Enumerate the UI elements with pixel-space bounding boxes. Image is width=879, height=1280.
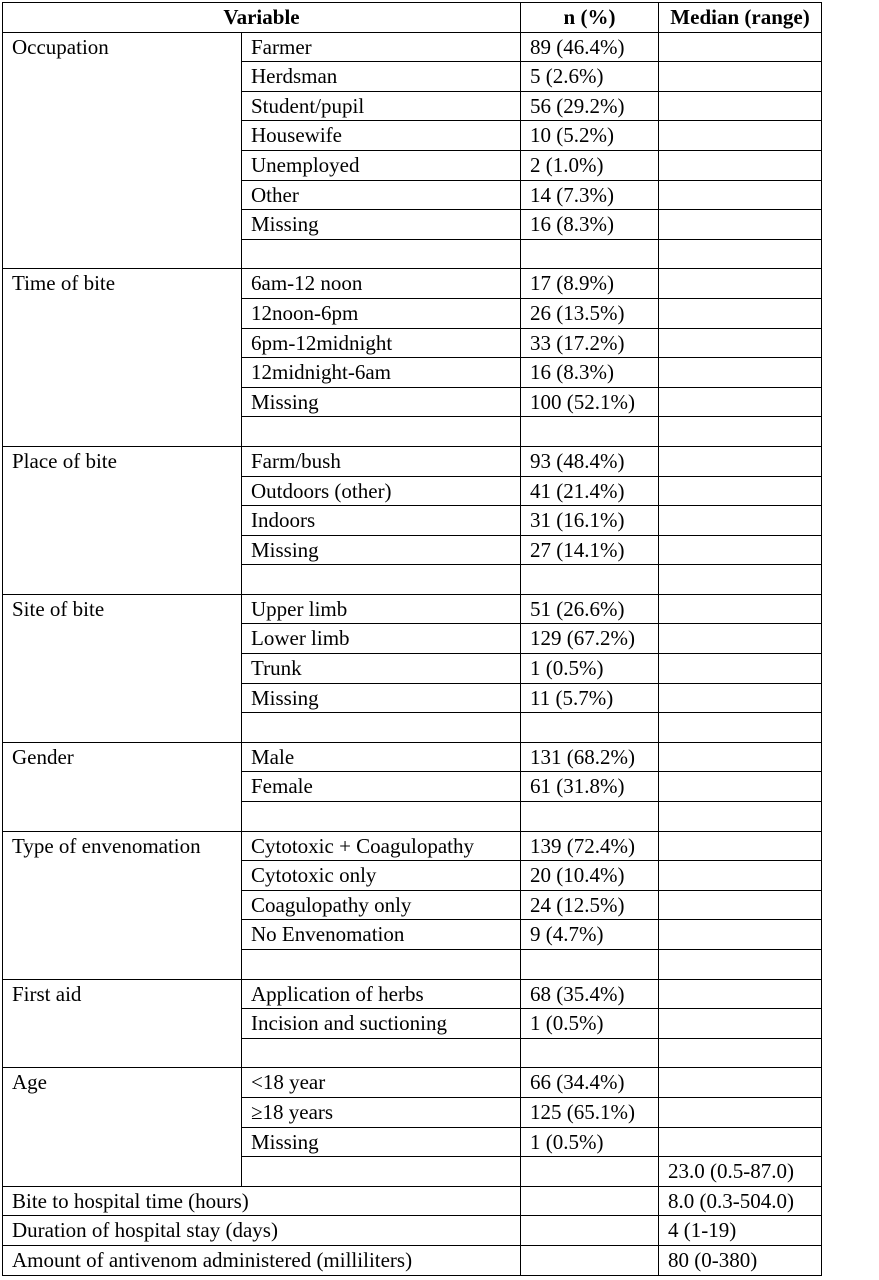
- category-cell: ≥18 years: [242, 1097, 521, 1127]
- table-row: [3, 1068, 822, 1098]
- median-range-cell: [659, 387, 822, 417]
- n-percent-cell: 1 (0.5%): [521, 1127, 659, 1157]
- n-percent-cell: 56 (29.2%): [521, 91, 659, 121]
- median-range-cell: 4 (1-19): [659, 1216, 822, 1246]
- category-cell: Missing: [242, 387, 521, 417]
- header-n: n (%): [521, 3, 659, 33]
- median-range-cell: [659, 32, 822, 62]
- median-range-cell: [659, 476, 822, 506]
- median-range-cell: [659, 979, 822, 1009]
- n-percent-cell: 93 (48.4%): [521, 446, 659, 476]
- category-cell: Male: [242, 742, 521, 772]
- median-range-cell: [659, 831, 822, 861]
- header-row: [3, 3, 822, 33]
- median-range-cell: [659, 624, 822, 654]
- median-range-cell: [659, 446, 822, 476]
- category-cell: [242, 1157, 521, 1187]
- category-cell: [242, 713, 521, 743]
- group-name-cell: Type of envenomation: [3, 831, 242, 979]
- header-variable: Variable: [3, 3, 521, 33]
- group-name-cell: Gender: [3, 742, 242, 831]
- category-cell: Missing: [242, 1127, 521, 1157]
- n-percent-cell: 1 (0.5%): [521, 654, 659, 684]
- n-percent-cell: 131 (68.2%): [521, 742, 659, 772]
- median-range-cell: [659, 180, 822, 210]
- median-range-cell: [659, 802, 822, 832]
- summary-label-cell: Amount of antivenom administered (milliliters): [3, 1245, 521, 1275]
- category-cell: Female: [242, 772, 521, 802]
- category-cell: [242, 239, 521, 269]
- median-range-cell: [659, 565, 822, 595]
- n-percent-cell: 5 (2.6%): [521, 62, 659, 92]
- category-cell: Missing: [242, 683, 521, 713]
- n-percent-cell: 139 (72.4%): [521, 831, 659, 861]
- median-range-cell: [659, 861, 822, 891]
- table-body: [3, 32, 822, 1275]
- group-name-cell: Place of bite: [3, 446, 242, 594]
- median-range-cell: [659, 1009, 822, 1039]
- median-range-cell: [659, 269, 822, 299]
- category-cell: Outdoors (other): [242, 476, 521, 506]
- category-cell: 6pm-12midnight: [242, 328, 521, 358]
- category-cell: [242, 802, 521, 832]
- category-cell: <18 year: [242, 1068, 521, 1098]
- category-cell: [242, 1038, 521, 1068]
- category-cell: Missing: [242, 535, 521, 565]
- median-range-cell: [659, 121, 822, 151]
- n-percent-cell: 33 (17.2%): [521, 328, 659, 358]
- summary-row: [3, 1186, 822, 1216]
- median-range-cell: [659, 1038, 822, 1068]
- category-cell: Coagulopathy only: [242, 890, 521, 920]
- category-cell: 6am-12 noon: [242, 269, 521, 299]
- category-cell: Upper limb: [242, 594, 521, 624]
- n-percent-cell: 16 (8.3%): [521, 210, 659, 240]
- median-range-cell: [659, 298, 822, 328]
- median-range-cell: [659, 1097, 822, 1127]
- table-row: [3, 594, 822, 624]
- median-range-cell: [659, 150, 822, 180]
- category-cell: Student/pupil: [242, 91, 521, 121]
- group-name-cell: Occupation: [3, 32, 242, 269]
- summary-label-cell: Duration of hospital stay (days): [3, 1216, 521, 1246]
- median-range-cell: [659, 535, 822, 565]
- median-range-cell: 8.0 (0.3-504.0): [659, 1186, 822, 1216]
- category-cell: Farm/bush: [242, 446, 521, 476]
- category-cell: Unemployed: [242, 150, 521, 180]
- n-percent-cell: [521, 1038, 659, 1068]
- n-percent-cell: 9 (4.7%): [521, 920, 659, 950]
- n-percent-cell: 17 (8.9%): [521, 269, 659, 299]
- category-cell: No Envenomation: [242, 920, 521, 950]
- n-percent-cell: 61 (31.8%): [521, 772, 659, 802]
- n-percent-cell: 66 (34.4%): [521, 1068, 659, 1098]
- median-range-cell: [659, 920, 822, 950]
- n-percent-cell: [521, 950, 659, 980]
- table-row: [3, 269, 822, 299]
- median-range-cell: [659, 594, 822, 624]
- n-percent-cell: 14 (7.3%): [521, 180, 659, 210]
- header-median: Median (range): [659, 3, 822, 33]
- category-cell: Lower limb: [242, 624, 521, 654]
- n-percent-cell: 10 (5.2%): [521, 121, 659, 151]
- n-percent-cell: 16 (8.3%): [521, 358, 659, 388]
- category-cell: Farmer: [242, 32, 521, 62]
- median-range-cell: [659, 742, 822, 772]
- n-percent-cell: 100 (52.1%): [521, 387, 659, 417]
- category-cell: Herdsman: [242, 62, 521, 92]
- n-percent-cell: 68 (35.4%): [521, 979, 659, 1009]
- median-range-cell: [659, 210, 822, 240]
- group-name-cell: Age: [3, 1068, 242, 1186]
- table-row: [3, 831, 822, 861]
- median-range-cell: [659, 1068, 822, 1098]
- n-percent-cell: 89 (46.4%): [521, 32, 659, 62]
- summary-label-cell: Bite to hospital time (hours): [3, 1186, 521, 1216]
- group-name-cell: Time of bite: [3, 269, 242, 447]
- n-percent-cell: [521, 239, 659, 269]
- median-range-cell: 80 (0-380): [659, 1245, 822, 1275]
- n-percent-cell: 26 (13.5%): [521, 298, 659, 328]
- n-percent-cell: [521, 417, 659, 447]
- n-percent-cell: 11 (5.7%): [521, 683, 659, 713]
- category-cell: [242, 417, 521, 447]
- median-range-cell: [659, 417, 822, 447]
- category-cell: [242, 565, 521, 595]
- median-range-cell: [659, 654, 822, 684]
- n-percent-cell: 24 (12.5%): [521, 890, 659, 920]
- summary-row: [3, 1245, 822, 1275]
- group-name-cell: Site of bite: [3, 594, 242, 742]
- n-percent-cell: [521, 1216, 659, 1246]
- n-percent-cell: [521, 802, 659, 832]
- median-range-cell: [659, 91, 822, 121]
- median-range-cell: [659, 950, 822, 980]
- category-cell: Housewife: [242, 121, 521, 151]
- n-percent-cell: 41 (21.4%): [521, 476, 659, 506]
- n-percent-cell: 51 (26.6%): [521, 594, 659, 624]
- category-cell: Application of herbs: [242, 979, 521, 1009]
- n-percent-cell: [521, 713, 659, 743]
- n-percent-cell: 27 (14.1%): [521, 535, 659, 565]
- n-percent-cell: 2 (1.0%): [521, 150, 659, 180]
- n-percent-cell: [521, 1245, 659, 1275]
- table-row: [3, 979, 822, 1009]
- median-range-cell: [659, 328, 822, 358]
- n-percent-cell: 20 (10.4%): [521, 861, 659, 891]
- table-row: [3, 32, 822, 62]
- median-range-cell: [659, 713, 822, 743]
- median-range-cell: [659, 772, 822, 802]
- median-range-cell: [659, 506, 822, 536]
- n-percent-cell: [521, 565, 659, 595]
- category-cell: Missing: [242, 210, 521, 240]
- category-cell: Cytotoxic only: [242, 861, 521, 891]
- table-row: [3, 742, 822, 772]
- n-percent-cell: 125 (65.1%): [521, 1097, 659, 1127]
- median-range-cell: [659, 890, 822, 920]
- category-cell: 12noon-6pm: [242, 298, 521, 328]
- category-cell: Other: [242, 180, 521, 210]
- category-cell: Incision and suctioning: [242, 1009, 521, 1039]
- summary-row: [3, 1216, 822, 1246]
- median-range-cell: [659, 358, 822, 388]
- category-cell: 12midnight-6am: [242, 358, 521, 388]
- category-cell: Indoors: [242, 506, 521, 536]
- n-percent-cell: 129 (67.2%): [521, 624, 659, 654]
- n-percent-cell: [521, 1186, 659, 1216]
- category-cell: Trunk: [242, 654, 521, 684]
- median-range-cell: [659, 1127, 822, 1157]
- median-range-cell: 23.0 (0.5-87.0): [659, 1157, 822, 1187]
- median-range-cell: [659, 62, 822, 92]
- n-percent-cell: 31 (16.1%): [521, 506, 659, 536]
- n-percent-cell: 1 (0.5%): [521, 1009, 659, 1039]
- n-percent-cell: [521, 1157, 659, 1187]
- category-cell: [242, 950, 521, 980]
- category-cell: Cytotoxic + Coagulopathy: [242, 831, 521, 861]
- median-range-cell: [659, 239, 822, 269]
- median-range-cell: [659, 683, 822, 713]
- data-table: [2, 2, 822, 1276]
- table-row: [3, 446, 822, 476]
- group-name-cell: First aid: [3, 979, 242, 1068]
